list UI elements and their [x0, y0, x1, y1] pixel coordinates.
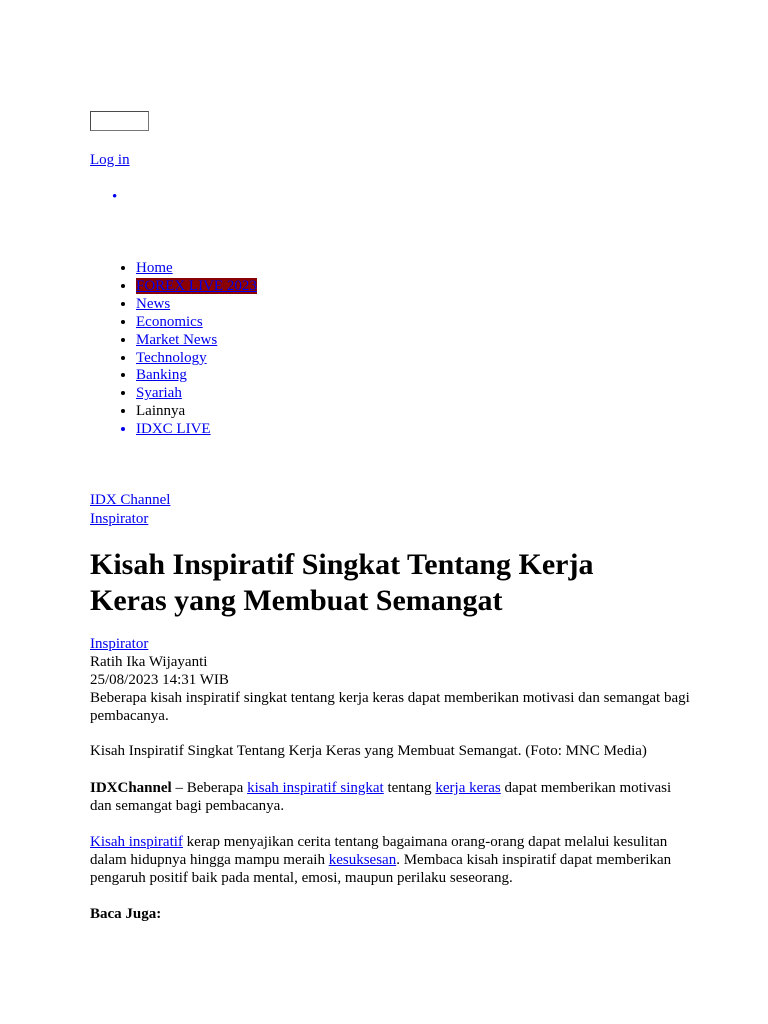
- nav-link-banking[interactable]: Banking: [136, 367, 187, 384]
- nav-item-home: [136, 260, 257, 278]
- page-title: Kisah Inspiratif Singkat Tentang Kerja Keras yang Membuat Semangat: [90, 548, 594, 617]
- main-nav: [90, 260, 257, 439]
- read-also-label: Baca Juga:: [90, 906, 162, 922]
- nav-link-home[interactable]: Home: [136, 260, 173, 276]
- nav-link-idxc-live[interactable]: IDXC LIVE: [136, 421, 211, 438]
- nav-link-technology[interactable]: Technology: [136, 349, 207, 366]
- link-kisah-inspiratif[interactable]: Kisah inspiratif: [90, 834, 183, 850]
- nav-item-syariah: [136, 385, 257, 403]
- p2-text-1: kerap menyajikan cerita tentang bagaimana orang-orang dapat melalui kesulitan dalam hidupnya hingga mampu meraih: [90, 834, 668, 868]
- nav-item-idxc-live: [136, 421, 257, 439]
- nav-item-forex-live: [136, 278, 257, 296]
- nav-link-news[interactable]: News: [136, 295, 171, 312]
- nav-link-economics[interactable]: Economics: [136, 313, 203, 330]
- login-link[interactable]: Log in: [90, 152, 130, 168]
- p1-text-2: tentang: [383, 780, 436, 796]
- nav-item-banking: [136, 367, 257, 385]
- p1-text-3: dapat memberikan motivasi dan semangat bagi pembacanya.: [90, 780, 672, 814]
- nav-item-market-news: [136, 332, 257, 350]
- p1-text-1: – Beberapa: [171, 780, 248, 796]
- article-paragraph-2: [90, 833, 690, 887]
- nav-item-economics: [136, 314, 257, 332]
- source-label: IDXChannel: [90, 780, 172, 796]
- nav-item-news: [136, 296, 257, 314]
- nav-link-syariah[interactable]: Syariah: [136, 385, 182, 402]
- nav-label-lainnya: Lainnya: [136, 403, 186, 420]
- article-summary: Beberapa kisah inspiratif singkat tentang kerja keras dapat memberikan motivasi dan semangat bagi pembacanya.: [90, 690, 690, 724]
- nav-link-market-news[interactable]: Market News: [136, 331, 218, 348]
- breadcrumb-section[interactable]: Inspirator: [90, 511, 149, 527]
- empty-list-item: •: [112, 189, 118, 205]
- article-meta: [90, 635, 690, 725]
- nav-item-lainnya[interactable]: [136, 403, 257, 421]
- link-kisah-inspiratif-singkat[interactable]: kisah inspiratif singkat: [247, 780, 384, 796]
- p2-text-2: . Membaca kisah inspiratif dapat memberikan pengaruh positif baik pada mental, emosi, maupun perilaku seseorang.: [90, 852, 672, 886]
- nav-item-technology: [136, 350, 257, 368]
- search-input[interactable]: [90, 111, 149, 131]
- article-author: Ratih Ika Wijayanti: [90, 654, 208, 670]
- image-caption: Kisah Inspiratif Singkat Tentang Kerja Keras yang Membuat Semangat. (Foto: MNC Media): [90, 743, 647, 759]
- link-kesuksesan[interactable]: kesuksesan: [328, 852, 397, 868]
- article-category-link[interactable]: Inspirator: [90, 636, 149, 652]
- nav-link-forex-live[interactable]: FOREX LIVE 2023: [136, 277, 257, 294]
- breadcrumb-home[interactable]: IDX Channel: [90, 492, 171, 508]
- read-also-heading: [90, 905, 690, 923]
- article-paragraph-1: [90, 779, 690, 815]
- link-kerja-keras[interactable]: kerja keras: [435, 780, 501, 796]
- article-datetime: 25/08/2023 14:31 WIB: [90, 672, 229, 688]
